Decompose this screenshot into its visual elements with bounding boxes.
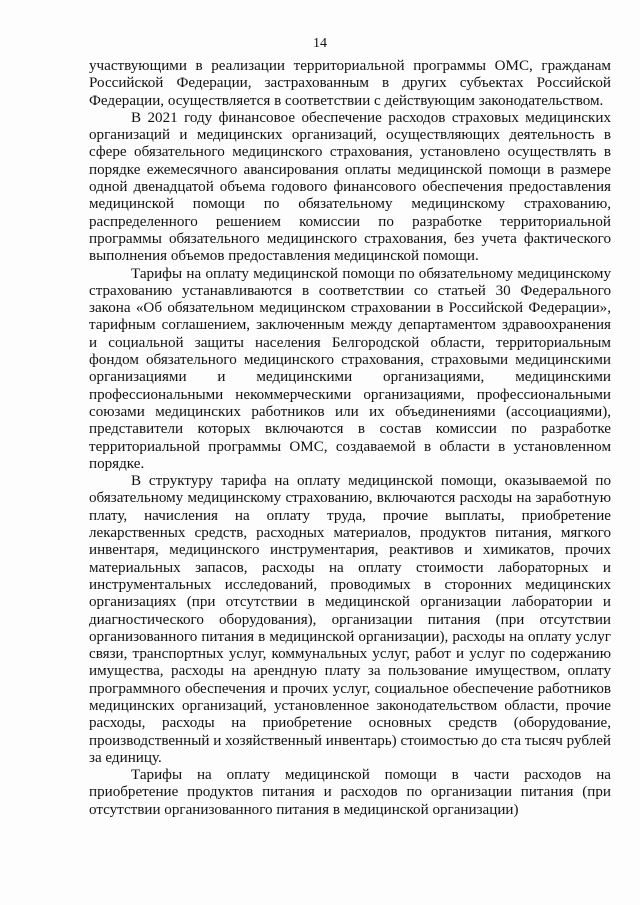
paragraph-tariff-structure: В структуру тарифа на оплату медицинской помощи, оказываемой по обязательному медицинскому страхованию, включаются расходы на заработную плату, начисления на оплату труда, прочие выплаты, приобретение лекарственных средств, расходных материалов, продуктов питания, мягкого инвентаря, медицинского инструментария, реактивов и химикатов, прочих материальных запасов, расходы на оплату стоимости лабораторных и инструментальных исследований, проводимых в сторонних медицинских организациях (при отсутствии в медицинской организации лаборатории и диагностического оборудования), организации питания (при отсутствии организованного питания в медицинской организации), расходы на оплату услуг связи, транспортных услуг, коммунальных услуг, работ и услуг по содержанию имущества, расходы на арендную плату за пользование имуществом, оплату программного обеспечения и прочих услуг, социальное обеспечение работников медицинских организаций, установленное законодательством области, прочие расходы, расходы на приобретение основных средств (оборудование, производственный и хозяйственный инвентарь) стоимостью до ста тысяч рублей за единицу. [89,473,611,766]
page-number: 14 [313,36,327,51]
paragraph-tariffs-establishment: Тарифы на оплату медицинской помощи по обязательному медицинскому страхованию устанавливаются в соответствии со статьей 30 Федерального закона «Об обязательном медицинском страховании в Российской Федерации», тарифным соглашением, заключенным между департаментом здравоохранения и социальной защиты населения Белгородской области, территориальным фондом обязательного медицинского страхования, страховыми медицинскими организациями и медицинскими организациями, медицинскими профессиональными некоммерческими организациями, профессиональными союзами медицинских работников или их объединениями (ассоциациями), представители которых включаются в состав комиссии по разработке территориальной программы ОМС, создаваемой в области в установленном порядке. [89,265,611,472]
body-text [89,58,611,819]
paragraph-tariffs-food: Тарифы на оплату медицинской помощи в части расходов на приобретение продуктов питания и расходов по организации питания (при отсутствии организованного питания в медицинской организации) [89,767,611,818]
paragraph-financing-2021: В 2021 году финансовое обеспечение расходов страховых медицинских организаций и медицинских организаций, осуществляющих деятельность в сфере обязательного медицинского страхования, установлено осуществлять в порядке ежемесячного авансирования оплаты медицинской помощи в размере одной двенадцатой объема годового финансового обеспечения предоставления медицинской помощи по обязательному медицинскому страхованию, распределенного решением комиссии по разработке территориальной программы обязательного медицинского страхования, без учета фактического выполнения объемов предоставления медицинской помощи. [89,109,611,265]
paragraph-continuation: участвующими в реализации территориальной программы ОМС, гражданам Российской Федерации, застрахованным в других субъектах Российской Федерации, осуществляется в соответствии с действующим законодательством. [89,58,611,109]
